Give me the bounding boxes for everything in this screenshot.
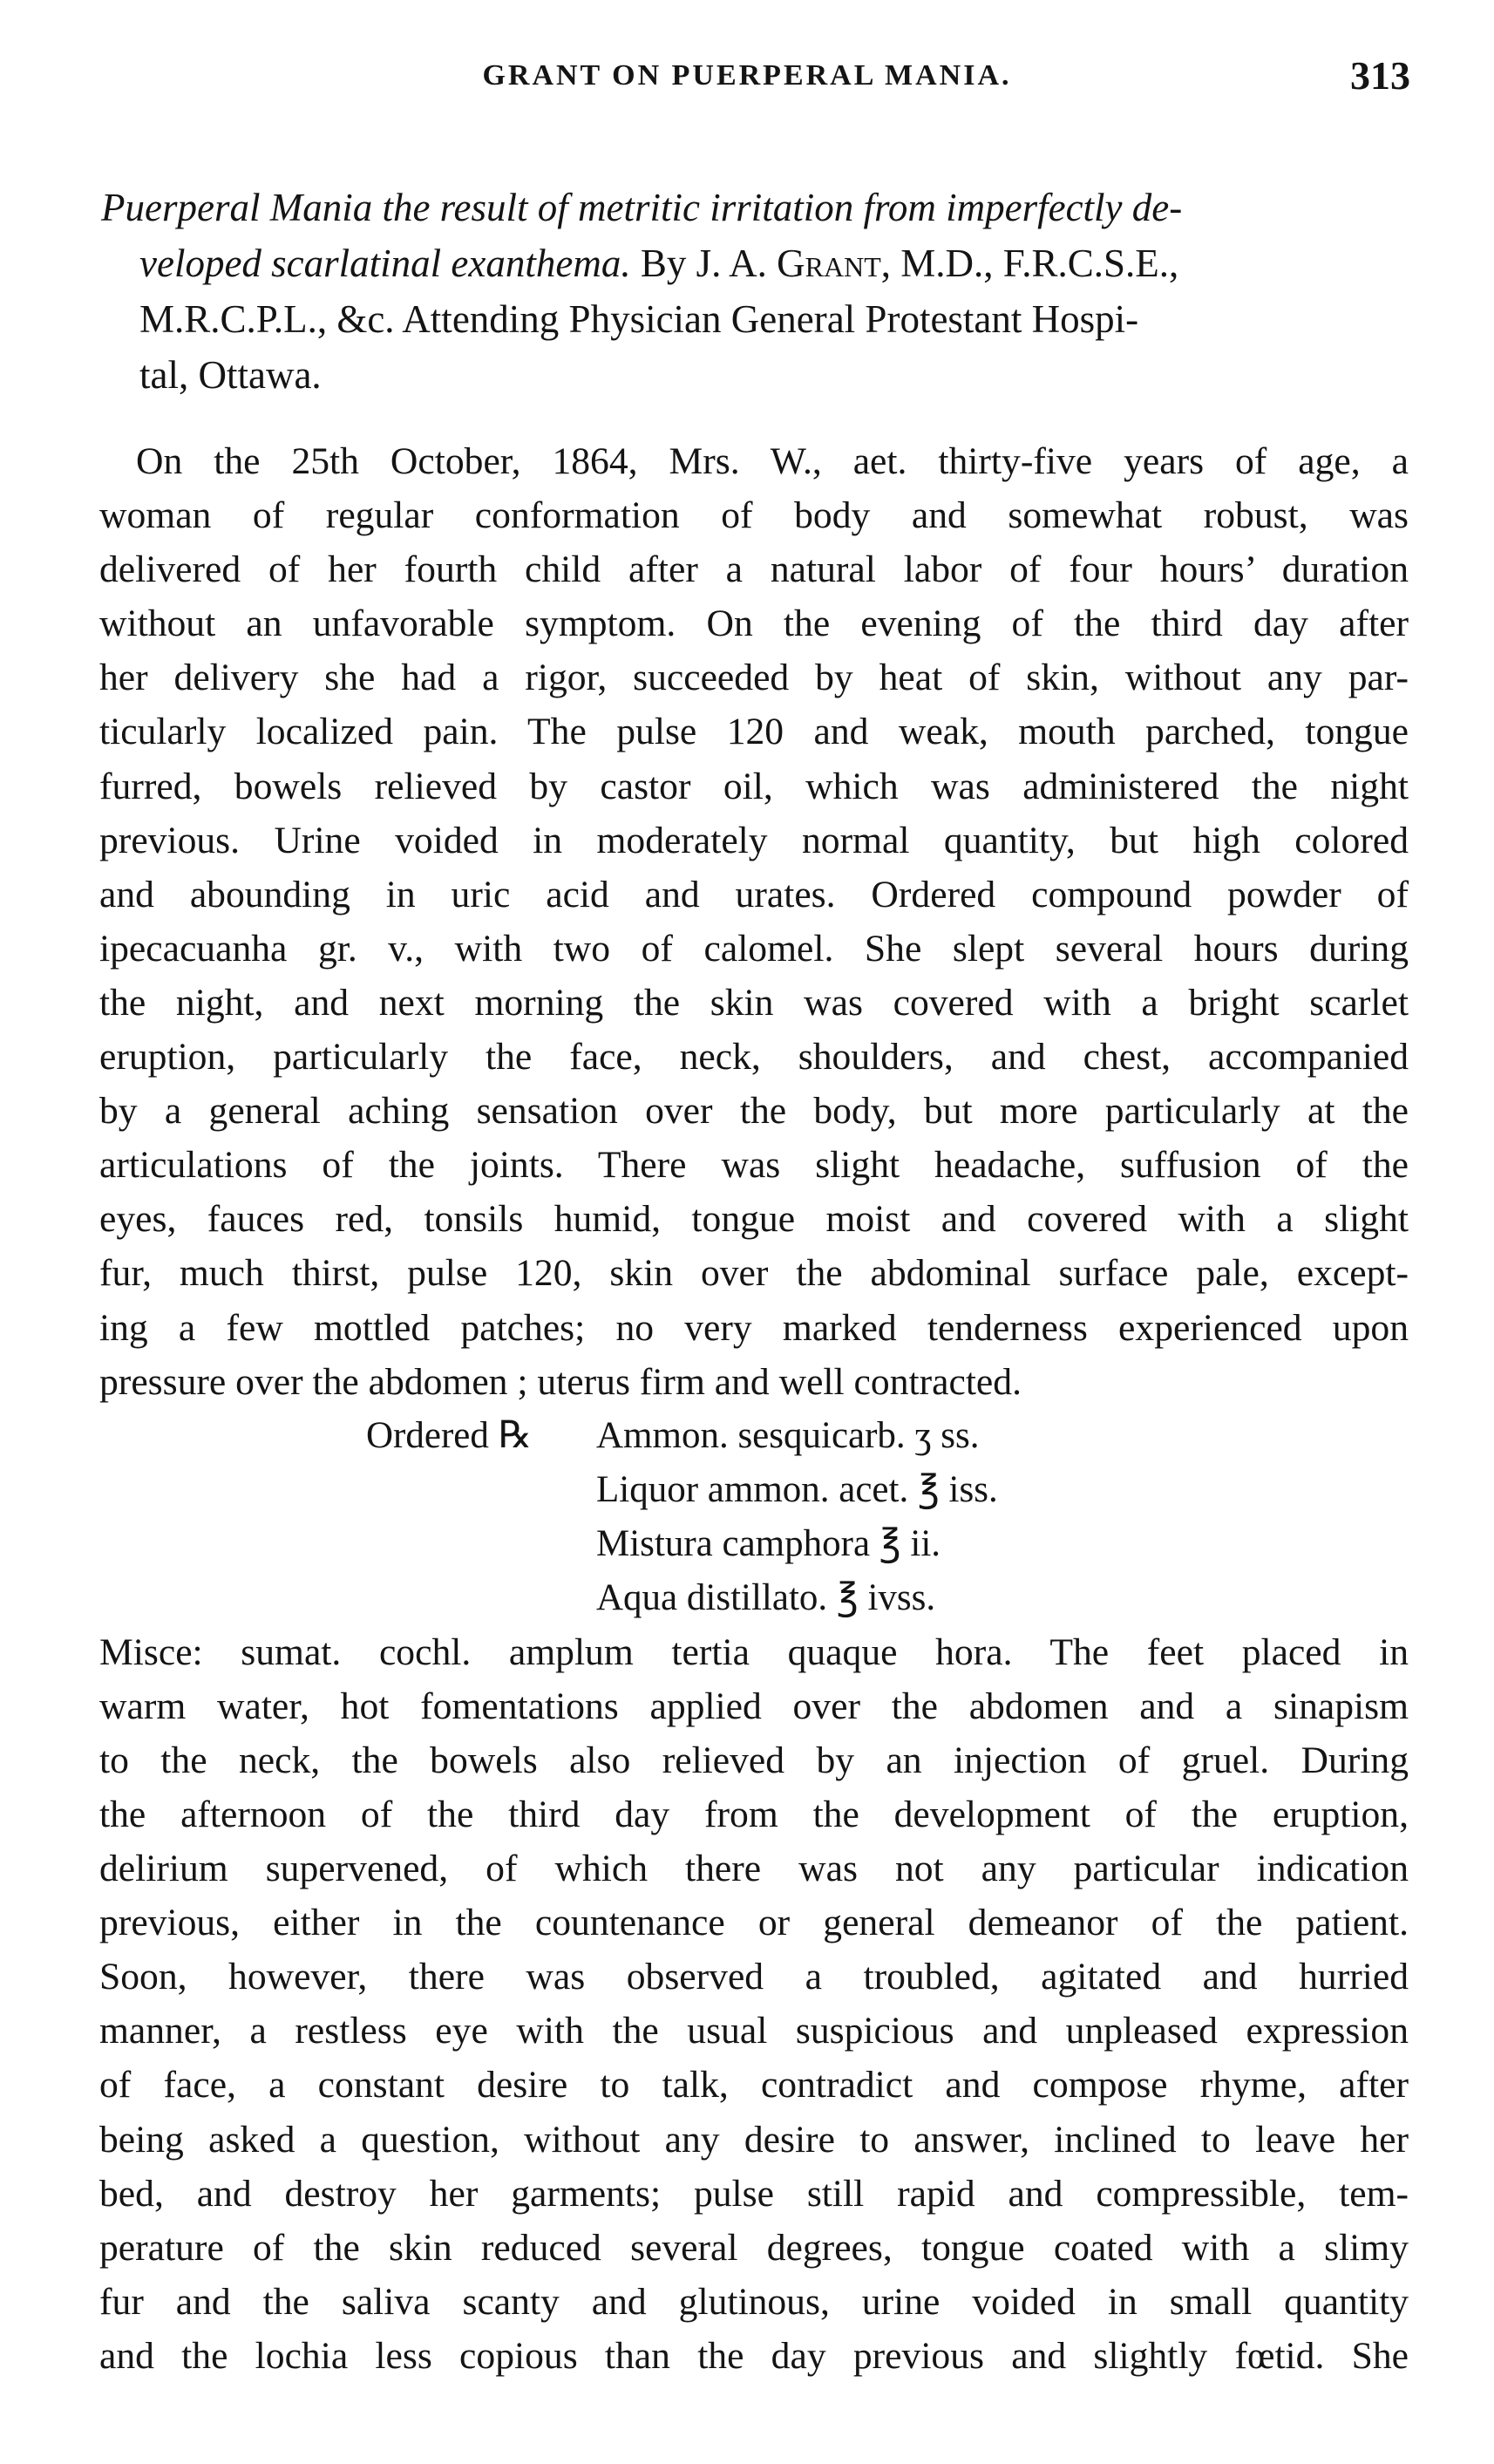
text-line: ticularly localized pain. The pulse 120 and weak, mouth parched, tongue [99, 711, 1409, 753]
text-line: and the lochia less copious than the day previous and slightly fœtid. She [99, 2334, 1409, 2377]
text-line: of face, a constant desire to talk, contradict and compose rhyme, after [99, 2064, 1409, 2107]
text-line: furred, bowels relieved by castor oil, which was administered the night [99, 765, 1409, 807]
text-line: pressure over the abdomen ; uterus firm and well contracted. [99, 1360, 1022, 1403]
heading-text: tal, Ottawa. [139, 353, 322, 397]
text-line: warm water, hot fomentations applied over the abdomen and a sinapism [99, 1685, 1409, 1727]
text-line: without an unfavorable symptom. On the evening of the third day after [99, 602, 1409, 645]
text-line: bed, and destroy her garments; pulse still rapid and compressible, tem- [99, 2172, 1409, 2215]
running-head [0, 51, 1494, 112]
text-line: previous. Urine voided in moderately normal quantity, but high colored [99, 819, 1409, 861]
article-body [99, 434, 1409, 2383]
heading-text: M.R.C.P.L., &c. Attending Physician General Protestant Hospi- [139, 297, 1139, 341]
text-line: her delivery she had a rigor, succeeded by heat of skin, without any par- [99, 657, 1409, 699]
heading-line [101, 180, 1409, 235]
text-line: and abounding in uric acid and urates. Ordered compound powder of [99, 873, 1409, 915]
prescription-label: Ordered ℞ [366, 1414, 533, 1456]
author-name: Grant [777, 242, 881, 285]
paragraph-2 [99, 1625, 1409, 2383]
text-line: fur, much thirst, pulse 120, skin over the abdominal surface pale, except- [99, 1252, 1409, 1295]
text-line: ipecacuanha gr. v., with two of calomel. She slept several hours during [99, 927, 1409, 970]
text-line: the night, and next morning the skin was covered with a bright scarlet [99, 981, 1409, 1024]
text-line: eyes, fauces red, tonsils humid, tongue moist and covered with a slight [99, 1198, 1409, 1241]
text-line: perature of the skin reduced several degrees, tongue coated with a slimy [99, 2226, 1409, 2269]
text-line: manner, a restless eye with the usual suspicious and unpleased expression [99, 2010, 1409, 2052]
page-number: 313 [1350, 53, 1410, 98]
text-line: woman of regular conformation of body and somewhat robust, was [99, 494, 1409, 537]
heading-line [101, 235, 1409, 291]
heading-text: , M.D., F.R.C.S.E., [880, 242, 1179, 285]
text-line: being asked a question, without any desire to answer, inclined to leave her [99, 2118, 1409, 2161]
prescription-item: Ammon. sesquicarb. ʒ ss. [596, 1414, 980, 1456]
text-line: ing a few mottled patches; no very marked tenderness experienced upon [99, 1306, 1409, 1349]
text-line: to the neck, the bowels also relieved by an injection of gruel. During [99, 1739, 1409, 1781]
heading-text: Puerperal Mania the result of metritic irritation from imperfectly de- [101, 186, 1183, 229]
text-line: by a general aching sensation over the body, but more particularly at the [99, 1090, 1409, 1133]
prescription-item: Aqua distillato. ℥ ivss. [596, 1576, 936, 1618]
text-line: previous, either in the countenance or general demeanor of the patient. [99, 1902, 1409, 1944]
prescription-item: Mistura camphora ℥ ii. [596, 1522, 941, 1564]
text-line: Misce: sumat. cochl. amplum tertia quaque hora. The feet placed in [99, 1630, 1409, 1673]
text-line: fur and the saliva scanty and glutinous, urine voided in small quantity [99, 2280, 1409, 2323]
text-line: Soon, however, there was observed a troubled, agitated and hurried [99, 1956, 1409, 1998]
text-line: eruption, particularly the face, neck, shoulders, and chest, accompanied [99, 1036, 1409, 1079]
heading-line [101, 347, 1409, 403]
article-heading [101, 180, 1409, 403]
text-line: the afternoon of the third day from the development of the eruption, [99, 1793, 1409, 1835]
heading-text: By J. A. [630, 242, 778, 285]
prescription [99, 1409, 1409, 1625]
heading-text: veloped scarlatinal exanthema. [139, 242, 631, 285]
text-line: delirium supervened, of which there was not any particular indication [99, 1848, 1409, 1890]
heading-line [101, 291, 1409, 347]
text-line: On the 25th October, 1864, Mrs. W., aet. thirty-five years of age, a [136, 440, 1409, 482]
text-line: articulations of the joints. There was slight headache, suffusion of the [99, 1144, 1409, 1187]
paragraph-1 [99, 434, 1409, 1409]
text-line: delivered of her fourth child after a natural labor of four hours’ duration [99, 548, 1409, 591]
running-title: GRANT ON PUERPERAL MANIA. [482, 59, 1012, 92]
prescription-item: Liquor ammon. acet. ℥ iss. [596, 1468, 998, 1510]
